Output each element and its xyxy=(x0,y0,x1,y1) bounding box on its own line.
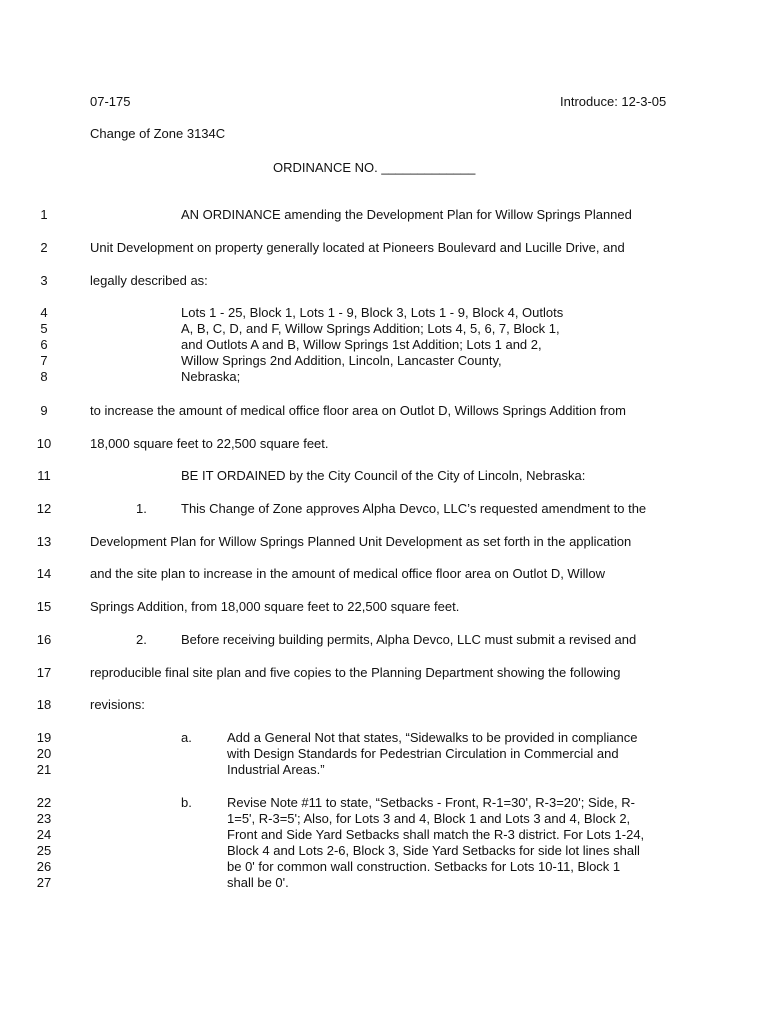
change-of-zone-title: Change of Zone 3134C xyxy=(90,126,226,141)
line-number: 20 xyxy=(36,746,52,761)
line-number: 3 xyxy=(40,273,48,288)
line-number-block xyxy=(34,305,54,385)
line-number: 14 xyxy=(36,566,52,581)
body-line: This Change of Zone approves Alpha Devco, LLC’s requested amendment to the xyxy=(181,501,647,516)
revision-text-line: Add a General Not that states, “Sidewalks to be provided in compliance xyxy=(227,730,638,745)
line-number: 24 xyxy=(36,827,52,842)
line-number: 7 xyxy=(40,353,48,368)
line-number: 19 xyxy=(36,730,52,745)
line-number: 5 xyxy=(40,321,48,336)
line-number: 17 xyxy=(36,665,52,680)
line-number: 22 xyxy=(36,795,52,810)
bill-number: 07-175 xyxy=(90,94,131,109)
line-number: 21 xyxy=(36,762,52,777)
body-line: Springs Addition, from 18,000 square feet to 22,500 square feet. xyxy=(90,599,460,614)
line-number: 10 xyxy=(36,436,52,451)
body-line: and the site plan to increase in the amount of medical office floor area on Outlot D, Willow xyxy=(90,566,605,581)
line-number: 2 xyxy=(40,240,48,255)
body-line: Before receiving building permits, Alpha Devco, LLC must submit a revised and xyxy=(181,632,637,647)
line-number: 23 xyxy=(36,811,52,826)
body-line: legally described as: xyxy=(90,273,208,288)
revision-text-line: Revise Note #11 to state, “Setbacks - Front, R-1=30', R-3=20'; Side, R- xyxy=(227,795,635,810)
legal-description-line: Lots 1 - 25, Block 1, Lots 1 - 9, Block 3, Lots 1 - 9, Block 4, Outlots xyxy=(181,305,564,320)
revision-text-line: Front and Side Yard Setbacks shall match the R-3 district. For Lots 1-24, xyxy=(227,827,645,842)
line-number: 25 xyxy=(36,843,52,858)
introduce-date: Introduce: 12-3-05 xyxy=(560,94,667,109)
revision-text-line: shall be 0'. xyxy=(227,875,289,890)
line-number-block xyxy=(34,795,54,891)
item-label: a. xyxy=(181,730,192,745)
line-number: 26 xyxy=(36,859,52,874)
legal-description xyxy=(181,305,563,385)
line-number: 18 xyxy=(36,697,52,712)
legal-description-line: Nebraska; xyxy=(181,369,241,384)
ordinance-intro-line: AN ORDINANCE amending the Development Plan for Willow Springs Planned xyxy=(181,207,632,222)
revision-item-a xyxy=(227,730,637,778)
legal-description-line: and Outlots A and B, Willow Springs 1st Addition; Lots 1 and 2, xyxy=(181,337,542,352)
body-line: to increase the amount of medical office floor area on Outlot D, Willows Springs Addition from xyxy=(90,403,626,418)
revision-item-b xyxy=(227,795,644,891)
revision-text-line: Block 4 and Lots 2-6, Block 3, Side Yard Setbacks for side lot lines shall xyxy=(227,843,640,858)
revision-text-line: Industrial Areas.” xyxy=(227,762,325,777)
revision-text-line: with Design Standards for Pedestrian Circulation in Commercial and xyxy=(227,746,619,761)
line-number: 8 xyxy=(40,369,48,384)
legal-description-line: Willow Springs 2nd Addition, Lincoln, Lancaster County, xyxy=(181,353,502,368)
line-number: 6 xyxy=(40,337,48,352)
revision-text-line: be 0' for common wall construction. Setbacks for Lots 10-11, Block 1 xyxy=(227,859,621,874)
section-number: 2. xyxy=(136,632,147,647)
line-number-block xyxy=(34,730,54,778)
line-number: 11 xyxy=(37,468,51,483)
ordinance-number: ORDINANCE NO. _____________ xyxy=(273,160,476,175)
line-number: 9 xyxy=(40,403,48,418)
line-number: 16 xyxy=(36,632,52,647)
line-number: 27 xyxy=(36,875,52,890)
item-label: b. xyxy=(181,795,192,810)
body-line: reproducible final site plan and five copies to the Planning Department showing the following xyxy=(90,665,621,680)
line-number: 1 xyxy=(40,207,48,222)
section-number: 1. xyxy=(136,501,147,516)
body-line: revisions: xyxy=(90,697,145,712)
body-line: Development Plan for Willow Springs Planned Unit Development as set forth in the application xyxy=(90,534,632,549)
line-number: 12 xyxy=(36,501,52,516)
revision-text-line: 1=5', R-3=5'; Also, for Lots 3 and 4, Block 1 and Lots 3 and 4, Block 2, xyxy=(227,811,631,826)
line-number: 15 xyxy=(36,599,52,614)
body-line: Unit Development on property generally located at Pioneers Boulevard and Lucille Drive, and xyxy=(90,240,625,255)
line-number: 4 xyxy=(40,305,48,320)
legal-description-line: A, B, C, D, and F, Willow Springs Addition; Lots 4, 5, 6, 7, Block 1, xyxy=(181,321,560,336)
body-line: 18,000 square feet to 22,500 square feet. xyxy=(90,436,329,451)
line-number: 13 xyxy=(36,534,52,549)
enacting-clause: BE IT ORDAINED by the City Council of the City of Lincoln, Nebraska: xyxy=(181,468,586,483)
